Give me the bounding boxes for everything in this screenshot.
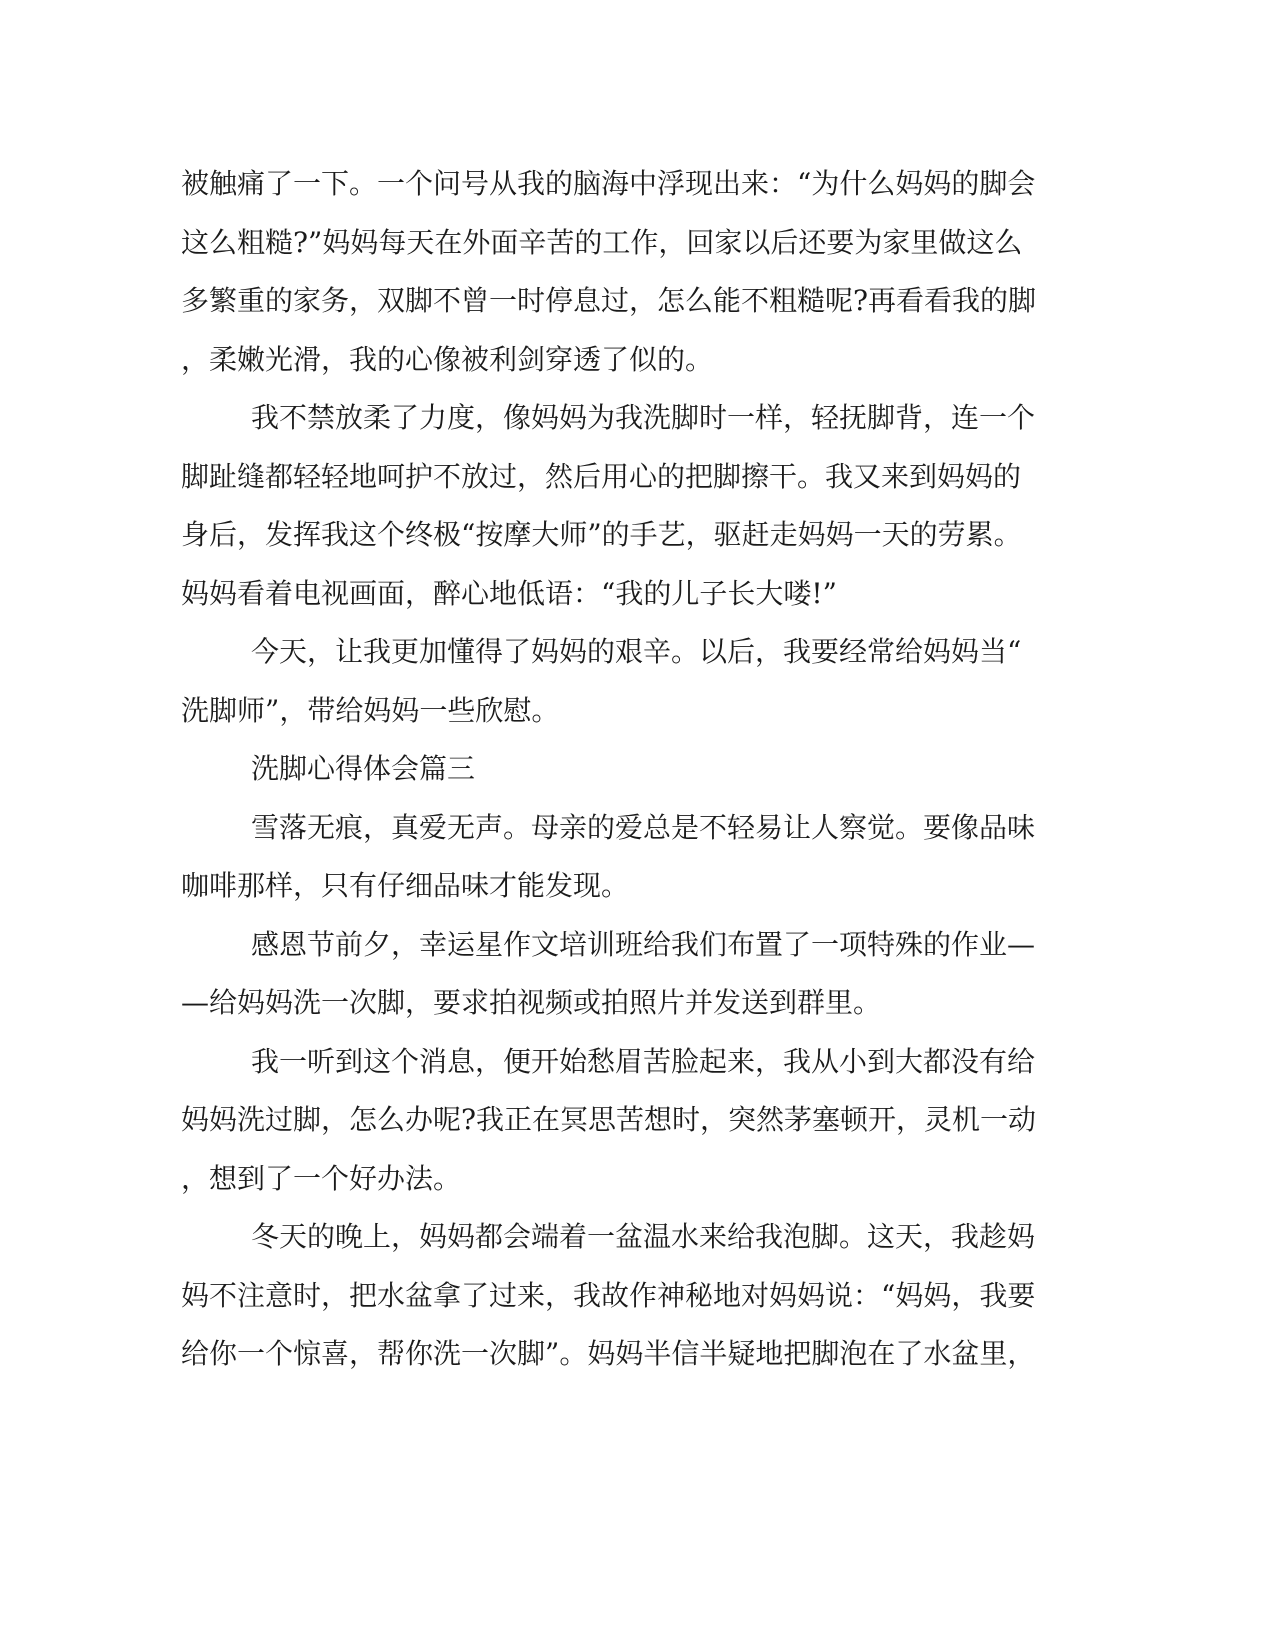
text-line: 妈妈洗过脚，怎么办呢?我正在冥思苦想时，突然茅塞顿开，灵机一动: [181, 1103, 1037, 1136]
text-line: ，柔嫩光滑，我的心像被利剑穿透了似的。: [181, 342, 714, 376]
text-line: 给你一个惊喜，帮你洗一次脚”。妈妈半信半疑地把脚泡在了水盆里，: [181, 1337, 1036, 1370]
paragraph-first-line: 今天，让我更加懂得了妈妈的艰辛。以后，我要经常给妈妈当“: [251, 635, 1022, 668]
text-line: 妈妈看着电视画面，醉心地低语：“我的儿子长大喽!”: [181, 576, 837, 610]
text-line: 这么粗糙?”妈妈每天在外面辛苦的工作，回家以后还要为家里做这么: [181, 225, 1023, 259]
text-line: 洗脚师”，带给妈妈一些欣慰。: [181, 693, 560, 727]
text-line: —给妈妈洗一次脚，要求拍视频或拍照片并发送到群里。: [181, 986, 882, 1019]
paragraph-first-line: 雪落无痕，真爱无声。母亲的爱总是不轻易让人察觉。要像品味: [251, 810, 1036, 844]
text-line: 妈不注意时，把水盆拿了过来，我故作神秘地对妈妈说：“妈妈，我要: [181, 1278, 1036, 1312]
text-line: 身后，发挥我这个终极“按摩大师”的手艺，驱赶走妈妈一天的劳累。: [181, 518, 1022, 551]
text-line: 多繁重的家务，双脚不曾一时停息过，怎么能不粗糙呢?再看看我的脚: [181, 284, 1037, 317]
paragraph-first-line: 冬天的晚上，妈妈都会端着一盆温水来给我泡脚。这天，我趁妈: [251, 1220, 1036, 1253]
text-line: 被触痛了一下。一个问号从我的脑海中浮现出来：“为什么妈妈的脚会: [181, 167, 1036, 200]
paragraph-first-line: 我不禁放柔了力度，像妈妈为我洗脚时一样，轻抚脚背，连一个: [251, 401, 1036, 434]
document-body: [181, 155, 1041, 1384]
paragraph-first-line: 感恩节前夕，幸运星作文培训班给我们布置了一项特殊的作业—: [251, 927, 1036, 961]
text-line: ，想到了一个好办法。: [181, 1161, 462, 1195]
text-line: 脚趾缝都轻轻地呵护不放过，然后用心的把脚擦干。我又来到妈妈的: [181, 459, 1022, 493]
section-heading: 洗脚心得体会篇三: [251, 752, 476, 785]
paragraph-first-line: 我一听到这个消息，便开始愁眉苦脸起来，我从小到大都没有给: [251, 1044, 1036, 1078]
text-line: 咖啡那样，只有仔细品味才能发现。: [181, 869, 630, 902]
